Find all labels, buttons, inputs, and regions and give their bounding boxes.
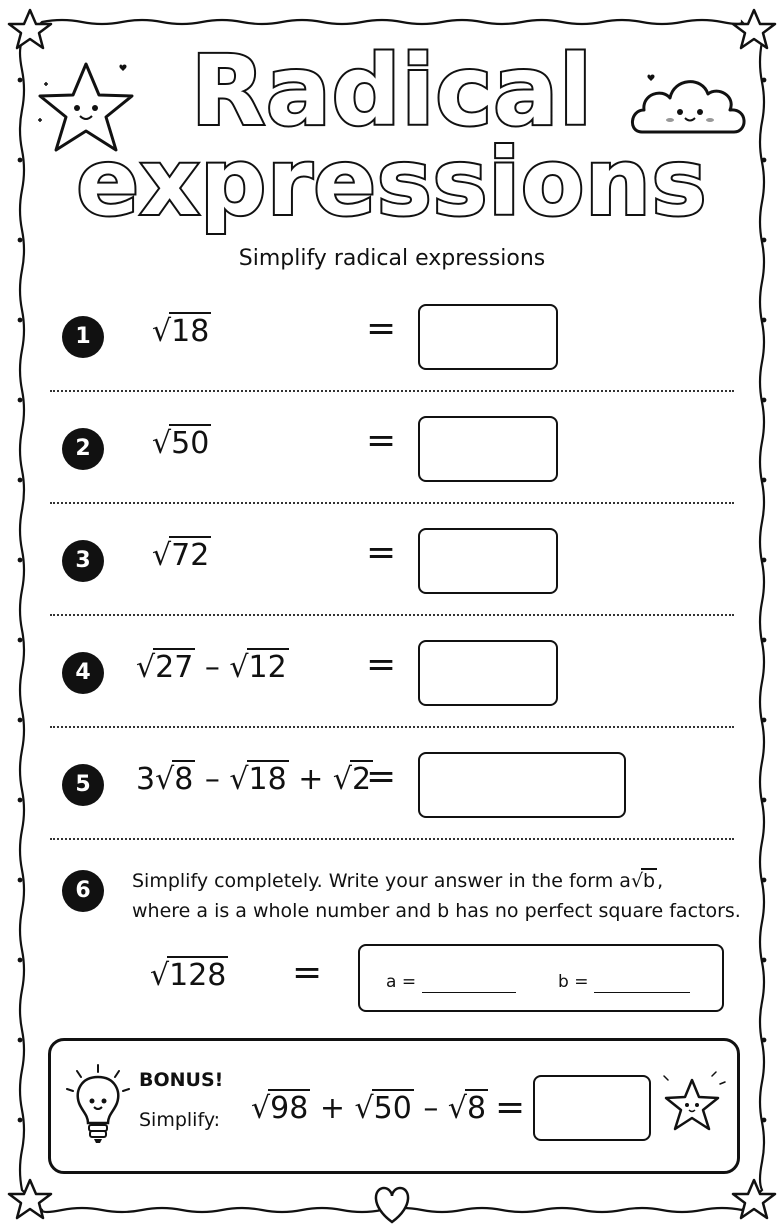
bonus-label: Simplify: <box>139 1109 221 1131</box>
problem-6-expression: √128 <box>150 958 227 993</box>
star-icon <box>733 1180 775 1218</box>
equals-sign: = <box>366 756 397 797</box>
problem-number: 6 <box>62 870 104 912</box>
radical-term: 3√8 <box>136 762 194 797</box>
equals-sign: = <box>292 952 323 993</box>
operator: – <box>195 650 230 685</box>
lightbulb-icon <box>63 1063 133 1153</box>
equals-sign: = <box>366 420 397 461</box>
divider <box>50 614 734 616</box>
problem-number: 2 <box>62 428 104 470</box>
b-label: b = <box>558 972 589 992</box>
a-label: a = <box>386 972 417 992</box>
b-answer-line[interactable] <box>594 992 690 993</box>
bonus-answer-box[interactable] <box>533 1075 651 1141</box>
problem-number: 3 <box>62 540 104 582</box>
radical-term: √50 <box>152 426 210 461</box>
divider <box>50 390 734 392</box>
problem-expression <box>152 538 211 573</box>
bonus-panel <box>48 1038 740 1174</box>
equals-sign: = <box>495 1087 526 1128</box>
a-answer-line[interactable] <box>422 992 516 993</box>
radical-term: √18 <box>229 762 287 797</box>
equals-sign: = <box>366 532 397 573</box>
equals-sign: = <box>366 308 397 349</box>
radical-term: √18 <box>152 314 210 349</box>
heart-icon <box>376 1188 408 1222</box>
radical-term: √2 <box>332 762 372 797</box>
answer-box[interactable] <box>418 304 558 370</box>
radical-term: √98 <box>251 1091 309 1126</box>
problem-expression <box>136 762 373 797</box>
title-line-1: Radical <box>191 35 593 147</box>
equals-sign: = <box>366 644 397 685</box>
operator: + <box>310 1091 355 1126</box>
problem-number: 1 <box>62 316 104 358</box>
radical-term: √12 <box>229 650 287 685</box>
radical-term: √72 <box>152 538 210 573</box>
title-line-2: expressions <box>76 129 708 236</box>
smiling-star-icon <box>657 1071 727 1141</box>
radical-term: √8 <box>447 1091 487 1126</box>
subtitle: Simplify radical expressions <box>238 246 546 271</box>
problem-expression <box>152 314 211 349</box>
divider <box>50 726 734 728</box>
problem-expression <box>136 650 289 685</box>
problem-expression <box>152 426 211 461</box>
answer-box-ab[interactable] <box>358 944 724 1012</box>
operator: – <box>413 1091 448 1126</box>
answer-box[interactable] <box>418 416 558 482</box>
operator: + <box>288 762 333 797</box>
radical-term: √50 <box>354 1091 412 1126</box>
radical-term: √27 <box>136 650 194 685</box>
operator: – <box>195 762 230 797</box>
bonus-expression <box>251 1091 488 1126</box>
radical-expression: √b <box>630 870 656 892</box>
answer-box[interactable] <box>418 752 626 818</box>
answer-box[interactable] <box>418 528 558 594</box>
problem-number: 4 <box>62 652 104 694</box>
divider <box>50 502 734 504</box>
problem-6-instructions: Simplify completely. Write your answer in the form a√b , where a is a whole number and b has no perfect square factors. <box>132 866 741 926</box>
answer-box[interactable] <box>418 640 558 706</box>
bonus-title: BONUS! <box>139 1069 224 1091</box>
problem-number: 5 <box>62 764 104 806</box>
divider <box>50 838 734 840</box>
